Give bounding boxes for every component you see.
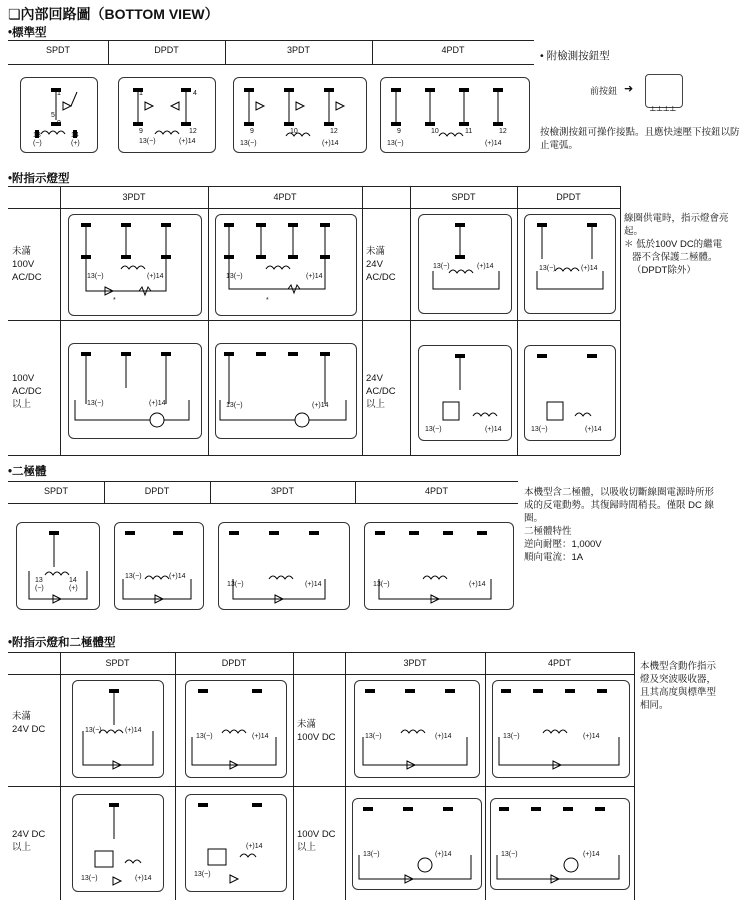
- column-header: DPDT: [154, 45, 179, 55]
- divider: [208, 186, 209, 455]
- section-title-indicator-diode: •附指示燈和二極體型: [8, 637, 116, 649]
- indicator-diode-note: 本機型含動作指示 燈及突波吸收器， 且其高度與標準型 相同。: [640, 661, 717, 711]
- circuit-schematic: [219, 523, 349, 609]
- column-header: DPDT: [556, 192, 581, 202]
- terminal-label: 9: [397, 128, 401, 135]
- push-button-title: • 附檢測按鈕型: [540, 50, 610, 62]
- divider: [517, 186, 518, 455]
- terminal-label: (+)14: [485, 140, 502, 147]
- circuit-diagram-dpdt: [118, 77, 216, 153]
- terminal-label: (+): [69, 585, 78, 592]
- circuit-schematic: [355, 681, 479, 777]
- terminal-label: (+)14: [169, 573, 186, 580]
- voltage-label: 100V AC/DC 以上: [12, 373, 42, 410]
- circuit-schematic: [186, 681, 286, 777]
- terminal-label: 14: [69, 577, 77, 584]
- terminal-label: (+)14: [179, 138, 196, 145]
- terminal-label: 13(−): [365, 733, 382, 740]
- push-button-note: 按檢測按鈕可操作接點。且應快速壓下按鈕以防止電弧。: [540, 127, 740, 151]
- terminal-label: 12: [189, 128, 197, 135]
- divider: [8, 503, 518, 504]
- circuit-diagram-4pdt: [364, 522, 514, 610]
- terminal-label: 13(−): [196, 733, 213, 740]
- terminal-label: 13(−): [139, 138, 156, 145]
- terminal-label: (+)14: [581, 265, 598, 272]
- terminal-label: (+)14: [583, 733, 600, 740]
- column-header: 3PDT: [403, 658, 427, 668]
- terminal-label: 9: [250, 128, 254, 135]
- circuit-schematic: [216, 344, 356, 438]
- circuit-schematic: [525, 215, 615, 313]
- terminal-label: 12: [499, 128, 507, 135]
- terminal-label: (+)14: [435, 733, 452, 740]
- divider: [8, 652, 634, 653]
- circuit-schematic: [69, 344, 201, 438]
- voltage-label: 100V DC 以上: [297, 829, 336, 853]
- divider: [362, 186, 363, 455]
- terminal-label: 14: [71, 132, 79, 139]
- divider: [485, 652, 486, 900]
- column-header: 3PDT: [270, 486, 294, 496]
- terminal-label: (+)14: [252, 733, 269, 740]
- divider: [8, 40, 534, 41]
- circuit-diagram-3pdt: [354, 680, 480, 778]
- terminal-label: (+)14: [147, 273, 164, 280]
- column-header: 4PDT: [424, 486, 448, 496]
- circuit-diagram-4pdt: [490, 798, 630, 890]
- divider: [345, 652, 346, 900]
- terminal-label: 13(−): [194, 871, 211, 878]
- circuit-diagram-3pdt: [68, 343, 202, 439]
- divider: [8, 674, 634, 675]
- terminal-label: 9: [57, 120, 61, 127]
- circuit-schematic: [353, 799, 481, 889]
- terminal-label: (+)14: [305, 581, 322, 588]
- terminal-label: (+)14: [435, 851, 452, 858]
- column-header: 3PDT: [286, 45, 310, 55]
- terminal-label: 13(−): [433, 263, 450, 270]
- column-header: SPDT: [105, 658, 130, 668]
- voltage-label: 未滿 24V AC/DC: [366, 246, 396, 283]
- divider: [175, 652, 176, 900]
- voltage-label: 24V AC/DC 以上: [366, 373, 396, 410]
- circuit-diagram-dpdt: [185, 794, 287, 892]
- voltage-label: 未滿 100V AC/DC: [12, 246, 42, 283]
- column-header: SPDT: [45, 45, 70, 55]
- divider: [8, 481, 518, 482]
- circuit-diagram-spdt: [72, 794, 164, 892]
- column-header: 4PDT: [441, 45, 465, 55]
- terminal-label: 13(−): [226, 402, 243, 409]
- terminal-label: (+): [71, 140, 80, 147]
- column-header: 3PDT: [122, 192, 146, 202]
- column-header: SPDT: [43, 486, 68, 496]
- column-header: 4PDT: [273, 192, 297, 202]
- voltage-label: 24V DC 以上: [12, 829, 46, 853]
- page-title: ❏內部回路圖（BOTTOM VIEW）: [8, 6, 219, 22]
- terminal-label: (+)14: [312, 402, 329, 409]
- divider: [8, 786, 634, 787]
- divider: [8, 208, 620, 209]
- terminal-label: (+)14: [585, 426, 602, 433]
- terminal-label: 13(−): [363, 851, 380, 858]
- circuit-schematic: [119, 78, 215, 152]
- terminal-label: (+)14: [469, 581, 486, 588]
- circuit-diagram-3pdt: [233, 77, 367, 153]
- section-title-indicator: •附指示燈型: [8, 173, 70, 185]
- circuit-diagram-3pdt: [68, 214, 202, 316]
- divider: [634, 652, 635, 900]
- voltage-label: 未滿 100V DC: [297, 719, 336, 743]
- divider: [410, 186, 411, 455]
- terminal-label: 11: [465, 128, 473, 135]
- terminal-label: 12: [330, 128, 338, 135]
- column-header: 4PDT: [547, 658, 571, 668]
- terminal-label: 13(−): [125, 573, 142, 580]
- circuit-diagram-spdt: [418, 345, 512, 441]
- terminal-label: 13: [35, 577, 43, 584]
- circuit-diagram-4pdt: [215, 343, 357, 439]
- terminal-label: 1: [139, 90, 143, 97]
- circuit-schematic: [69, 215, 201, 315]
- terminal-label: (+)14: [306, 273, 323, 280]
- terminal-label: (+)14: [485, 426, 502, 433]
- circuit-diagram-dpdt: [185, 680, 287, 778]
- circuit-diagram-4pdt: [380, 77, 530, 153]
- terminal-label: 9: [139, 128, 143, 135]
- circuit-diagram-spdt: [418, 214, 512, 314]
- terminal-label: (+)14: [149, 400, 166, 407]
- terminal-label: 13(−): [81, 875, 98, 882]
- terminal-label: (+)14: [477, 263, 494, 270]
- voltage-label: 未滿 24V DC: [12, 711, 46, 735]
- circuit-schematic: [17, 523, 99, 609]
- terminal-label: 13(−): [539, 265, 556, 272]
- terminal-label: (−): [33, 140, 42, 147]
- terminal-label: 5: [51, 112, 55, 119]
- divider: [60, 186, 61, 455]
- terminal-label: 10: [431, 128, 439, 135]
- relay-icon: [645, 74, 683, 108]
- push-button-label: 前按鈕: [590, 86, 618, 96]
- column-header: DPDT: [221, 658, 247, 668]
- circuit-diagram-spdt: [20, 77, 98, 153]
- diode-note: 本機型含二極體，以吸收切斷線圈電源時所形 成的反電動勢。其復歸時間稍長。僅限 DC 線 圈。 二極體特性 逆向耐壓：1,000V 順向電流：1A: [524, 487, 715, 563]
- circuit-schematic: [365, 523, 513, 609]
- divider: [60, 652, 61, 900]
- terminal-label: (+)14: [322, 140, 339, 147]
- terminal-label: 4: [193, 90, 197, 97]
- divider: [8, 320, 620, 321]
- terminal-label: *: [266, 297, 269, 304]
- terminal-label: 13(−): [501, 851, 518, 858]
- circuit-diagram-spdt: [16, 522, 100, 610]
- terminal-label: 13(−): [503, 733, 520, 740]
- circuit-diagram-dpdt: [524, 214, 616, 314]
- circuit-diagram-3pdt: [218, 522, 350, 610]
- indicator-note: 線圈供電時，指示燈會亮起。 ＊ 低於100V DC的繼電 器不含保護二極體。 （DPDT除外）: [624, 213, 729, 276]
- terminal-label: 13(−): [226, 273, 243, 280]
- terminal-label: 13(−): [227, 581, 244, 588]
- circuit-schematic: [216, 215, 356, 315]
- circuit-diagram-3pdt: [352, 798, 482, 890]
- terminal-label: (+)14: [135, 875, 152, 882]
- circuit-diagram-4pdt: [215, 214, 357, 316]
- column-header: DPDT: [144, 486, 170, 496]
- circuit-schematic: [493, 681, 629, 777]
- circuit-diagram-4pdt: [492, 680, 630, 778]
- terminal-label: (−): [35, 585, 44, 592]
- terminal-label: 13: [33, 132, 41, 139]
- circuit-schematic: [491, 799, 629, 889]
- terminal-label: (+)14: [246, 843, 263, 850]
- arrow-right-icon: ➜: [624, 83, 634, 95]
- circuit-diagram-spdt: [72, 680, 164, 778]
- divider: [8, 64, 534, 65]
- terminal-label: (+)14: [125, 727, 142, 734]
- terminal-label: 13(−): [87, 400, 104, 407]
- terminal-label: 13(−): [387, 140, 404, 147]
- terminal-label: 10: [290, 128, 298, 135]
- terminal-label: 13(−): [531, 426, 548, 433]
- terminal-label: 13(−): [87, 273, 104, 280]
- divider: [620, 186, 621, 455]
- divider: [8, 455, 620, 456]
- pins-icon: ┴┴┴┴: [650, 106, 677, 115]
- column-header: SPDT: [451, 192, 476, 202]
- terminal-label: *: [113, 297, 116, 304]
- section-title-standard: •標準型: [8, 27, 47, 39]
- divider: [8, 186, 620, 187]
- section-title-diode: •二極體: [8, 466, 47, 478]
- terminal-label: 13(−): [85, 727, 102, 734]
- circuit-diagram-dpdt: [524, 345, 616, 441]
- terminal-label: 1: [57, 90, 61, 97]
- terminal-label: 13(−): [240, 140, 257, 147]
- terminal-label: 13(−): [425, 426, 442, 433]
- terminal-label: 13(−): [373, 581, 390, 588]
- terminal-label: (+)14: [583, 851, 600, 858]
- circuit-schematic: [115, 523, 203, 609]
- divider: [293, 652, 294, 900]
- circuit-diagram-dpdt: [114, 522, 204, 610]
